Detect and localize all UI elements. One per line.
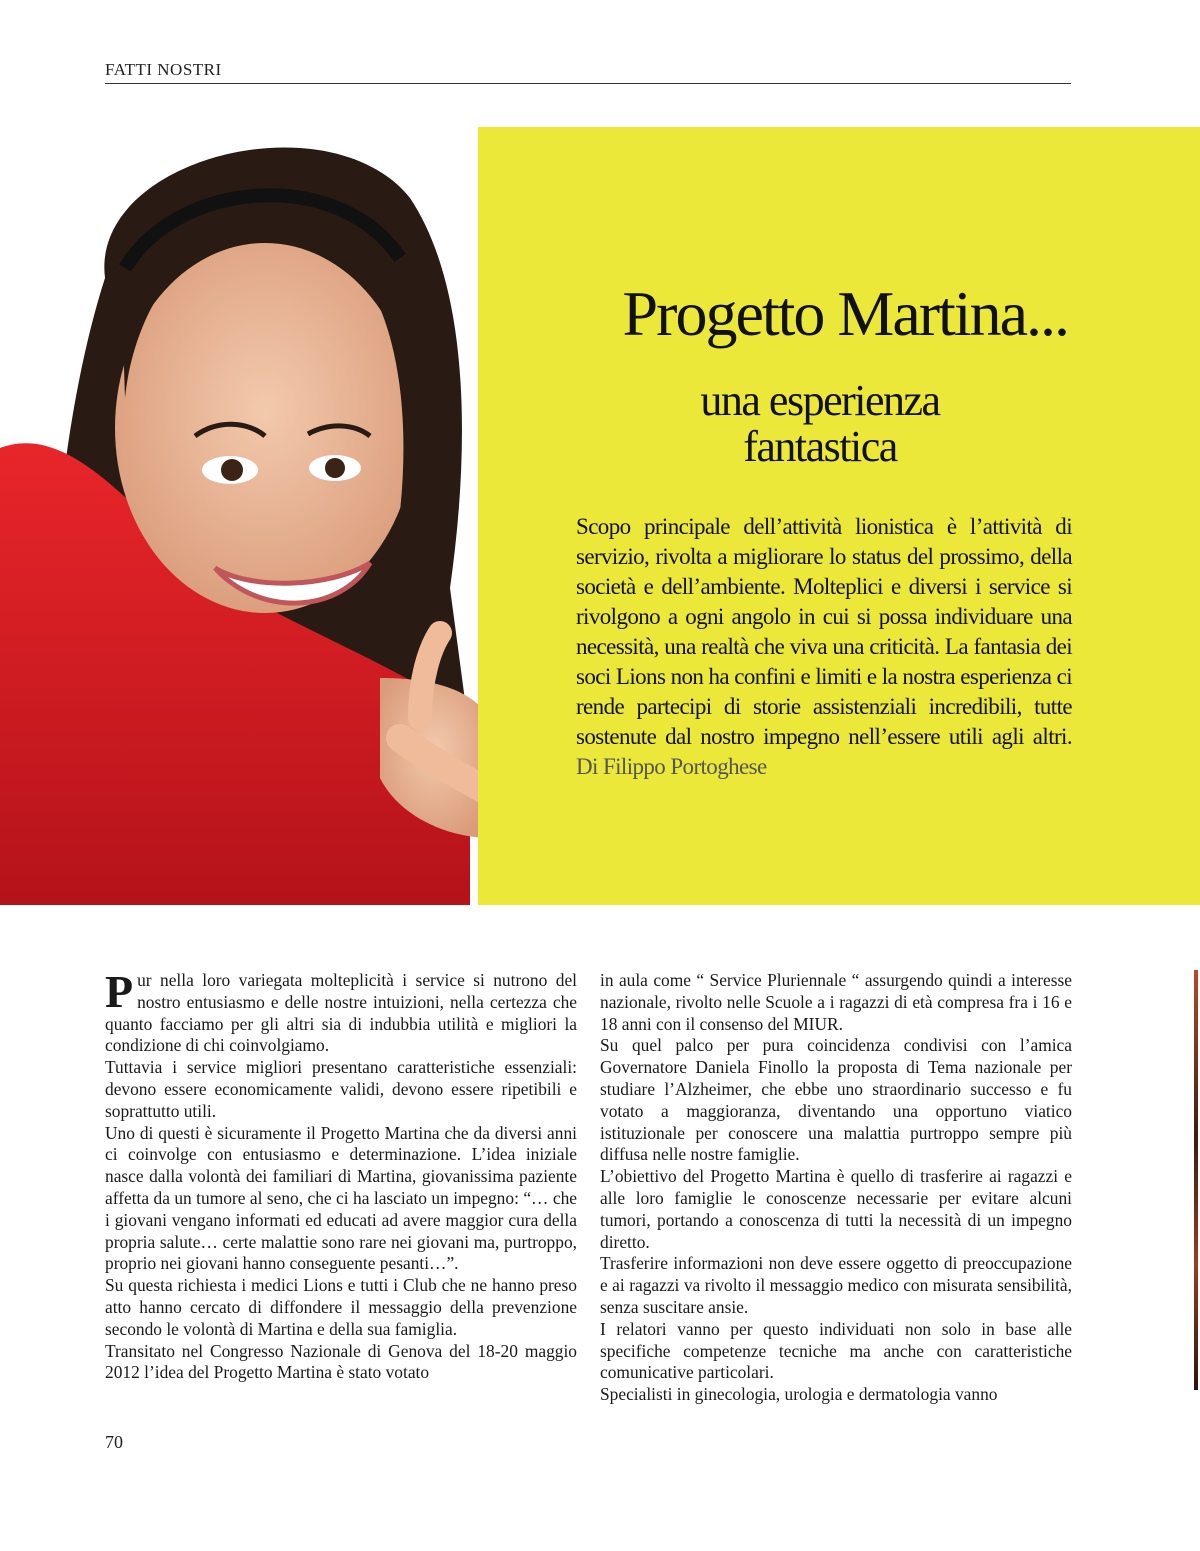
article-subtitle xyxy=(610,378,1030,470)
body-paragraph: in aula come “ Service Pluriennale “ assurgendo quindi a interesse nazionale, rivolto nelle Scuole a i ragazzi di età compresa fra i 16 e 18 anni con il consenso del MIUR. xyxy=(600,970,1072,1034)
lead-text: Scopo principale dell’attività lionistica è l’attività di servizio, rivolta a migliorare lo status del prossimo, della società e dell’ambiente. Molteplici e diversi i service si rivolgono a ogni angolo in cui si possa individuare una necessità, una realtà che viva una criticità. La fantasia dei soci Lions non ha confini e limiti e la nostra esperienza ci rende partecipi di storie assistenziali incredibili, tutte sostenute dal nostro impegno nell’essere utili agli altri. xyxy=(576,514,1072,749)
page-number: 70 xyxy=(105,1432,123,1452)
body-paragraph: Trasferire informazioni non deve essere oggetto di preoccupazione e ai ragazzi va rivolto il messaggio medico con misurata sensibilità, senza suscitare ansie. xyxy=(600,1253,1072,1317)
body-paragraph: Tuttavia i service migliori presentano caratteristiche essenziali: devono essere economicamente validi, devono essere ripetibili e soprattutto utili. xyxy=(105,1057,577,1121)
section-label: FATTI NOSTRI xyxy=(105,60,222,79)
hero-photo xyxy=(0,118,490,905)
article-title: Progetto Martina... xyxy=(622,278,1068,349)
body-paragraph: Su quel palco per pura coincidenza condivisi con l’amica Governatore Daniela Finollo la proposta di Tema nazionale per studiare l’Alzheimer, che ebbe uno straordinario successo e fu votato a maggioranza, diventando una opportuno viatico istituzionale per conoscere una malattia purtroppo sempre più diffusa nelle nostre famiglie. xyxy=(600,1035,1072,1165)
body-paragraph: I relatori vanno per questo individuati non solo in base alle specifiche competenze tecniche ma anche con caratteristiche comunicative particolari. xyxy=(600,1318,1072,1383)
body-paragraph: Su questa richiesta i medici Lions e tutti i Club che ne hanno preso atto hanno cercato di diffondere il messaggio della prevenzione secondo le volontà di Martina e della sua famiglia. xyxy=(105,1275,577,1339)
article-column-right xyxy=(600,970,1072,1406)
article-column-left xyxy=(105,966,577,1384)
drop-cap: P xyxy=(105,966,134,1017)
subtitle-line-2: fantastica xyxy=(743,422,897,471)
body-paragraph: Specialisti in ginecologia, urologia e dermatologia vanno xyxy=(600,1384,998,1405)
body-paragraph: Pur nella loro variegata molteplicità i service si nutrono del nostro entusiasmo e delle nostre intuizioni, nella certezza che quanto facciamo per gli altri sia di indubbia utilità e migliori la condizione di chi coinvolgiamo. xyxy=(105,966,577,1056)
page-edge-image-strip xyxy=(1194,970,1198,1390)
subtitle-line-1: una esperienza xyxy=(700,376,940,425)
lead-paragraph xyxy=(576,512,1072,782)
body-paragraph: L’obiettivo del Progetto Martina è quello di trasferire ai ragazzi e alle loro famiglie le conoscenze necessarie per evitare alcuni tumori, portando a conoscenza di tutti la necessità di un impegno diretto. xyxy=(600,1166,1072,1252)
author-byline: Di Filippo Portoghese xyxy=(576,754,767,779)
body-paragraph: Uno di questi è sicuramente il Progetto Martina che da diversi anni ci coinvolge con entusiasmo e determinazione. L’idea iniziale nasce dalla volontà dei familiari di Martina, giovanissima paziente affetta da un tumore al seno, che ci ha lasciato un impegno: “… che i giovani vengano informati ed educati ad avere maggior cura della propria salute… certe malattie sono rare nei giovani ma, purtroppo, proprio nei giovani hanno conseguente pesanti…”. xyxy=(105,1122,577,1274)
header-rule xyxy=(105,83,1071,84)
body-paragraph: Transitato nel Congresso Nazionale di Genova del 18-20 maggio 2012 l’idea del Progetto Martina è stato votato xyxy=(105,1340,577,1383)
